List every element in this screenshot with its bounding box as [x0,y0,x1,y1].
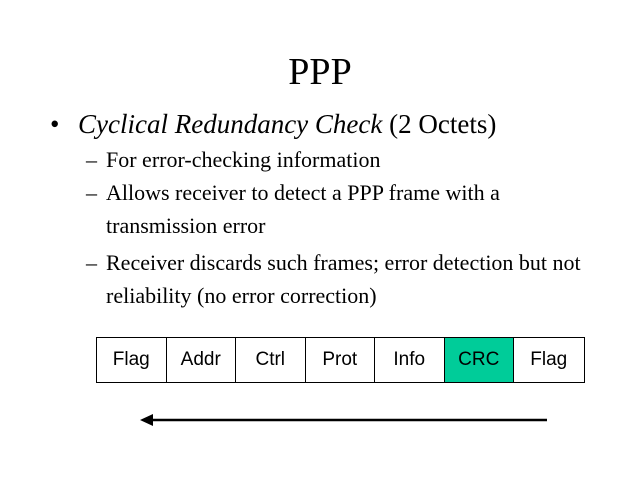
sub-bullet-text: Receiver discards such frames; error detection but not reliability (no error correction) [106,250,581,308]
arrow-head [140,414,153,426]
ppp-frame-diagram [96,337,585,383]
frame-field-prot: Prot [306,338,376,382]
frame-field-flag-start: Flag [97,338,167,382]
sub-bullet-1 [86,143,606,176]
sub-bullet-text: Allows receiver to detect a PPP frame with a transmission error [106,180,500,238]
sub-bullet-3 [86,246,606,312]
dash-icon: – [86,147,97,172]
frame-field-info: Info [375,338,445,382]
frame-field-ctrl: Ctrl [236,338,306,382]
frame-field-crc: CRC [445,338,515,382]
frame-field-flag-end: Flag [514,338,584,382]
dash-icon: – [86,250,97,275]
slide-title: PPP [288,51,352,93]
frame-field-addr: Addr [167,338,237,382]
bullet-dot-icon: • [50,109,60,139]
sub-bullet-2 [86,176,606,242]
main-bullet-text [78,107,496,141]
sub-bullet-text: For error-checking information [106,147,381,172]
dash-icon: – [86,180,97,205]
left-arrow-icon [140,410,550,430]
main-bullet-italic: Cyclical Redundancy Check [78,109,383,139]
main-bullet-plain: (2 Octets) [382,109,497,139]
